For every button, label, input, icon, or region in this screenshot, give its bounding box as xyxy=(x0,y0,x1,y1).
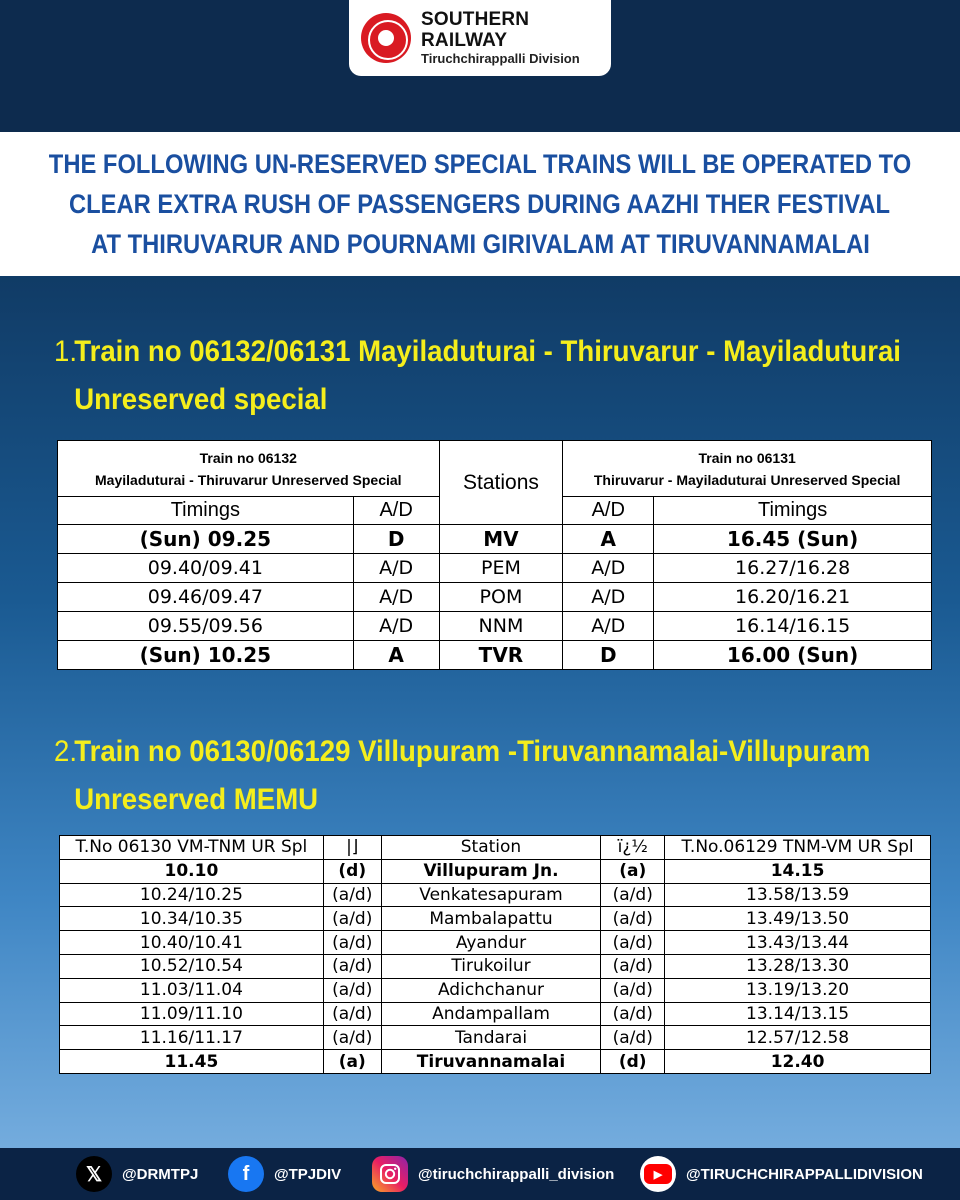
youtube-logo-icon: ▶ xyxy=(640,1156,676,1192)
right-train-header: Train no 06131 Thiruvarur - Mayiladuturai Unreserved Special xyxy=(563,441,932,497)
youtube-handle: @TIRUCHCHIRAPPALLIDIVISION xyxy=(686,1165,923,1183)
ad-header: A/D xyxy=(353,497,439,525)
social-footer xyxy=(0,1148,960,1200)
org-title: SOUTHERN RAILWAY xyxy=(421,8,530,51)
section2-number: 2. xyxy=(54,735,78,768)
table-row: (Sun) 10.25 A TVR D 16.00 (Sun) xyxy=(58,641,932,670)
table-row: 11.16/11.17 (a/d) Tandarai (a/d) 12.57/12.58 xyxy=(60,1026,931,1050)
section1-title-line2: Unreserved special xyxy=(74,383,328,416)
left-train-header: Train no 06132 Mayiladuturai - Thiruvarur Unreserved Special xyxy=(58,441,440,497)
table-row: 10.34/10.35 (a/d) Mambalapattu (a/d) 13.49/13.50 xyxy=(60,907,931,931)
train-06132-06131-timetable xyxy=(57,440,932,670)
timings-header: Timings xyxy=(58,497,354,525)
x-handle: @DRMTPJ xyxy=(122,1165,199,1183)
table-header-row: T.No 06130 VM-TNM UR Spl |⌋ Station ï¿½ T.No.06129 TNM-VM UR Spl xyxy=(60,836,931,860)
facebook-link[interactable] xyxy=(228,1156,341,1192)
table-row: 10.24/10.25 (a/d) Venkatesapuram (a/d) 13.58/13.59 xyxy=(60,883,931,907)
headline-panel xyxy=(0,132,960,276)
ad-header: A/D xyxy=(563,497,654,525)
facebook-handle: @TPJDIV xyxy=(274,1165,342,1183)
section1-number: 1. xyxy=(54,335,78,368)
table-row: 11.45 (a) Tiruvannamalai (d) 12.40 xyxy=(60,1050,931,1074)
table-row: 10.40/10.41 (a/d) Ayandur (a/d) 13.43/13.44 xyxy=(60,931,931,955)
timings-header: Timings xyxy=(654,497,932,525)
youtube-link[interactable] xyxy=(640,1156,923,1192)
org-subtitle: Tiruchchirappalli Division xyxy=(421,50,580,66)
table-row: 09.46/09.47 A/D POM A/D 16.20/16.21 xyxy=(58,583,932,612)
section2-title xyxy=(54,728,934,824)
table-row: 09.55/09.56 A/D NNM A/D 16.14/16.15 xyxy=(58,612,932,641)
table-row: 11.03/11.04 (a/d) Adichchanur (a/d) 13.19/13.20 xyxy=(60,978,931,1002)
section1-title-line1: Train no 06132/06131 Mayiladuturai - Thiruvarur - Mayiladuturai xyxy=(74,335,901,368)
facebook-logo-icon: f xyxy=(228,1156,264,1192)
table-row: 10.52/10.54 (a/d) Tirukoilur (a/d) 13.28/13.30 xyxy=(60,954,931,978)
indian-railways-emblem-icon xyxy=(361,13,411,63)
table-row: 09.40/09.41 A/D PEM A/D 16.27/16.28 xyxy=(58,554,932,583)
train-06130-06129-timetable xyxy=(59,835,931,1074)
table-row: 11.09/11.10 (a/d) Andampallam (a/d) 13.14/13.15 xyxy=(60,1002,931,1026)
headline-line: THE FOLLOWING UN-RESERVED SPECIAL TRAINS WILL BE OPERATED TO xyxy=(48,149,912,179)
headline-line: AT THIRUVARUR AND POURNAMI GIRIVALAM AT TIRUVANNAMALAI xyxy=(90,229,870,259)
section1-title xyxy=(54,328,934,424)
headline-line: CLEAR EXTRA RUSH OF PASSENGERS DURING AAZHI THER FESTIVAL xyxy=(69,189,891,219)
stations-header: Stations xyxy=(439,441,563,525)
instagram-logo-icon xyxy=(372,1156,408,1192)
table-row: (Sun) 09.25 D MV A 16.45 (Sun) xyxy=(58,525,932,554)
instagram-link[interactable] xyxy=(372,1156,614,1192)
section2-title-line1: Train no 06130/06129 Villupuram -Tiruvannamalai-Villupuram xyxy=(74,735,871,768)
x-logo-icon: 𝕏 xyxy=(76,1156,112,1192)
x-link[interactable] xyxy=(76,1156,198,1192)
instagram-handle: @tiruchchirappalli_division xyxy=(418,1165,615,1183)
table-row: 10.10 (d) Villupuram Jn. (a) 14.15 xyxy=(60,859,931,883)
section2-title-line2: Unreserved MEMU xyxy=(74,783,319,816)
railway-logo-card xyxy=(349,0,611,76)
